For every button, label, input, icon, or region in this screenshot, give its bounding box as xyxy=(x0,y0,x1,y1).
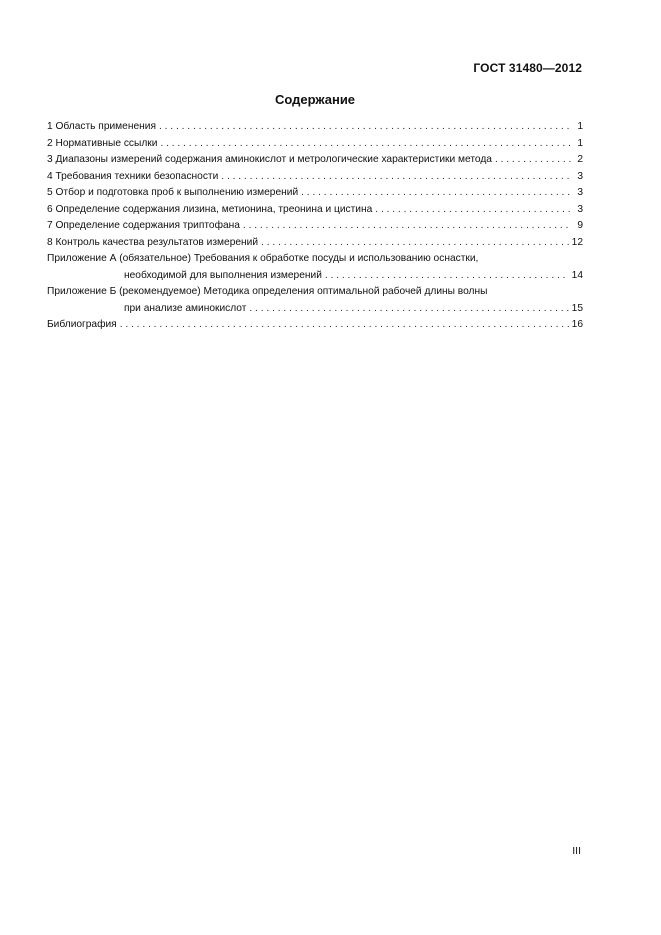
toc-entry-text: 3 Диапазоны измерений содержания аминокислот и метрологические характеристики метода xyxy=(47,154,492,165)
toc-entry-text: 7 Определение содержания триптофана xyxy=(47,220,240,231)
toc-entry-appendix-a[interactable] xyxy=(47,251,583,284)
toc-entry[interactable] xyxy=(47,169,583,186)
toc-entry-text: Библиография xyxy=(47,319,117,330)
toc-entry[interactable] xyxy=(47,136,583,153)
toc-entry[interactable] xyxy=(47,218,583,235)
toc-entry[interactable] xyxy=(47,185,583,202)
toc-entry-page: 16 xyxy=(571,319,583,330)
table-of-contents xyxy=(47,119,583,334)
toc-entry-bibliography[interactable] xyxy=(47,317,583,334)
toc-entry-appendix-b[interactable] xyxy=(47,284,583,317)
toc-entry-page: 14 xyxy=(571,269,583,281)
page-number: III xyxy=(572,845,581,857)
dot-leader xyxy=(249,301,568,318)
toc-entry-page: 3 xyxy=(577,170,583,182)
toc-entry-page: 12 xyxy=(571,236,583,248)
dot-leader xyxy=(495,152,572,169)
dot-leader xyxy=(120,317,569,334)
toc-entry-page: 3 xyxy=(577,203,583,215)
dot-leader xyxy=(221,169,572,186)
toc-entry-page: 2 xyxy=(577,154,583,165)
toc-entry[interactable] xyxy=(47,152,583,169)
toc-entry-text: 4 Требования техники безопасности xyxy=(47,170,219,182)
dot-leader xyxy=(301,185,572,202)
dot-leader xyxy=(243,218,572,235)
toc-entry-text: 8 Контроль качества результатов измерений xyxy=(47,236,259,248)
toc-entry-heading: Приложение Б (рекомендуемое) Методика определения оптимальной рабочей длины волны xyxy=(47,286,488,297)
dot-leader xyxy=(160,136,572,153)
toc-entry-page: 9 xyxy=(577,220,583,231)
dot-leader xyxy=(261,235,569,252)
toc-entry-text: 5 Отбор и подготовка проб к выполнению измерений xyxy=(47,187,299,198)
toc-entry-text: 2 Нормативные ссылки xyxy=(47,137,158,149)
toc-entry-page: 3 xyxy=(577,187,583,198)
toc-entry[interactable] xyxy=(47,119,583,136)
toc-entry-text: необходимой для выполнения измерений xyxy=(124,269,322,281)
toc-entry-page: 1 xyxy=(577,121,583,132)
dot-leader xyxy=(375,202,572,219)
toc-entry-page: 15 xyxy=(571,302,583,314)
toc-entry[interactable] xyxy=(47,235,583,252)
dot-leader xyxy=(159,119,572,136)
standard-code: ГОСТ 31480—2012 xyxy=(473,61,582,75)
toc-entry[interactable] xyxy=(47,202,583,219)
toc-title: Содержание xyxy=(274,92,356,107)
toc-entry-heading: Приложение А (обязательное) Требования к обработке посуды и использованию оснастки, xyxy=(47,253,479,264)
toc-entry-text: при анализе аминокислот xyxy=(124,302,247,314)
toc-entry-text: 1 Область применения xyxy=(47,121,156,132)
toc-entry-page: 1 xyxy=(577,137,583,149)
toc-entry-text: 6 Определение содержания лизина, метионина, треонина и цистина xyxy=(47,203,373,215)
dot-leader xyxy=(325,268,569,285)
